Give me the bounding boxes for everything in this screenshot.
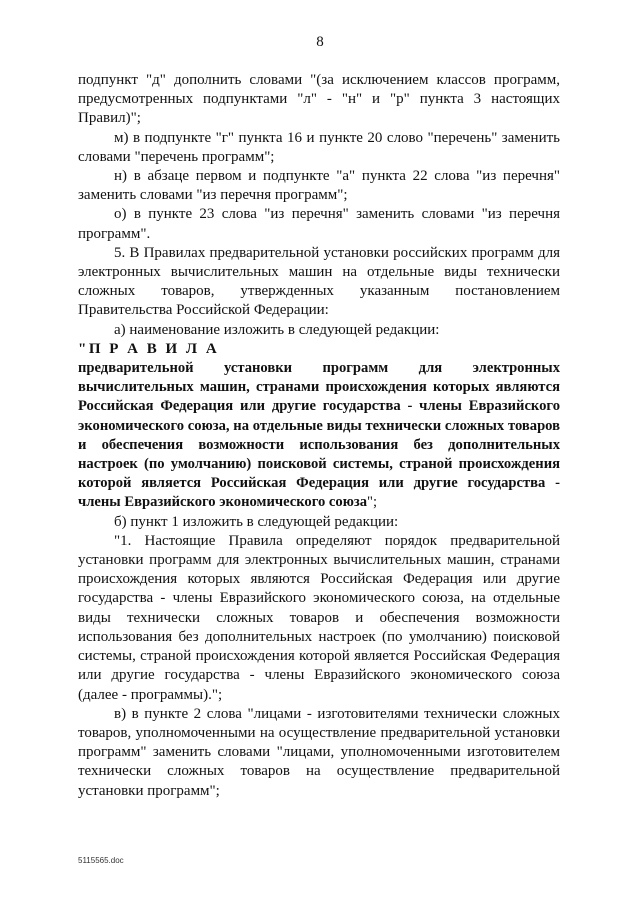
rules-title-tail: "; [367,494,378,511]
paragraph-m: м) в подпункте "г" пункта 16 и пункте 20 слово "перечень" заменить словами "перечень программ"; [78,129,560,165]
paragraph-a: а) наименование изложить в следующей редакции: [114,321,440,338]
paragraph-section-5: 5. В Правилах предварительной установки российских программ для электронных вычислительных машин на отдельные виды технически сложных товаров, утвержденных указанным постановлением Правительства Российской Федерации: [78,244,560,319]
paragraph-o: о) в пункте 23 слова "из перечня" заменить словами "из перечня программ". [78,206,560,242]
paragraph-podpunkt-d: подпункт "д" дополнить словами "(за исключением классов программ, предусмотренных подпунктами "л" - "н" и "р" пункта 3 настоящих Правил)"; [78,72,560,127]
footer-filename: 5115565.doc [78,856,124,865]
rules-heading: "П Р А В И Л А [78,340,220,357]
rules-title-block [78,359,560,513]
page-number: 8 [316,34,324,50]
paragraph-point-1: "1. Настоящие Правила определяют порядок предварительной установки программ для электронных вычислительных машин, странами происхождения которых являются Российская Федерация или другие государства - члены Евразийского экономического союза, на отдельные виды технически сложных товаров и обеспечения возможности использования без дополнительных настроек (по умолчанию) поисковой системы, страной происхождения которой является Российская Федерация или другие государства - члены Евразийского экономического союза (далее - программы)."; [78,532,560,703]
paragraph-v: в) в пункте 2 слова "лицами - изготовителями технически сложных товаров, уполномоченными на осуществление предварительной установки программ" заменить словами "лицами, уполномоченными изготовителем технически сложных товаров на осуществление предварительной установки программ"; [78,705,560,799]
rules-title-text: предварительной установки программ для электронных вычислительных машин, странами происхождения которых являются Российская Федерация или другие государства - члены Евразийского экономического союза, на отдельные виды технически сложных товаров и обеспечения возможности использования без дополнительных настроек (по умолчанию) поисковой системы, страной происхождения которой является Российская Федерация или другие государства - члены Евразийского экономического союза [78,360,560,511]
paragraph-n: н) в абзаце первом и подпункте "а" пункта 22 слова "из перечня" заменить словами "из перечня программ"; [78,168,560,204]
document-body [78,71,560,801]
paragraph-b: б) пункт 1 изложить в следующей редакции: [114,513,399,530]
